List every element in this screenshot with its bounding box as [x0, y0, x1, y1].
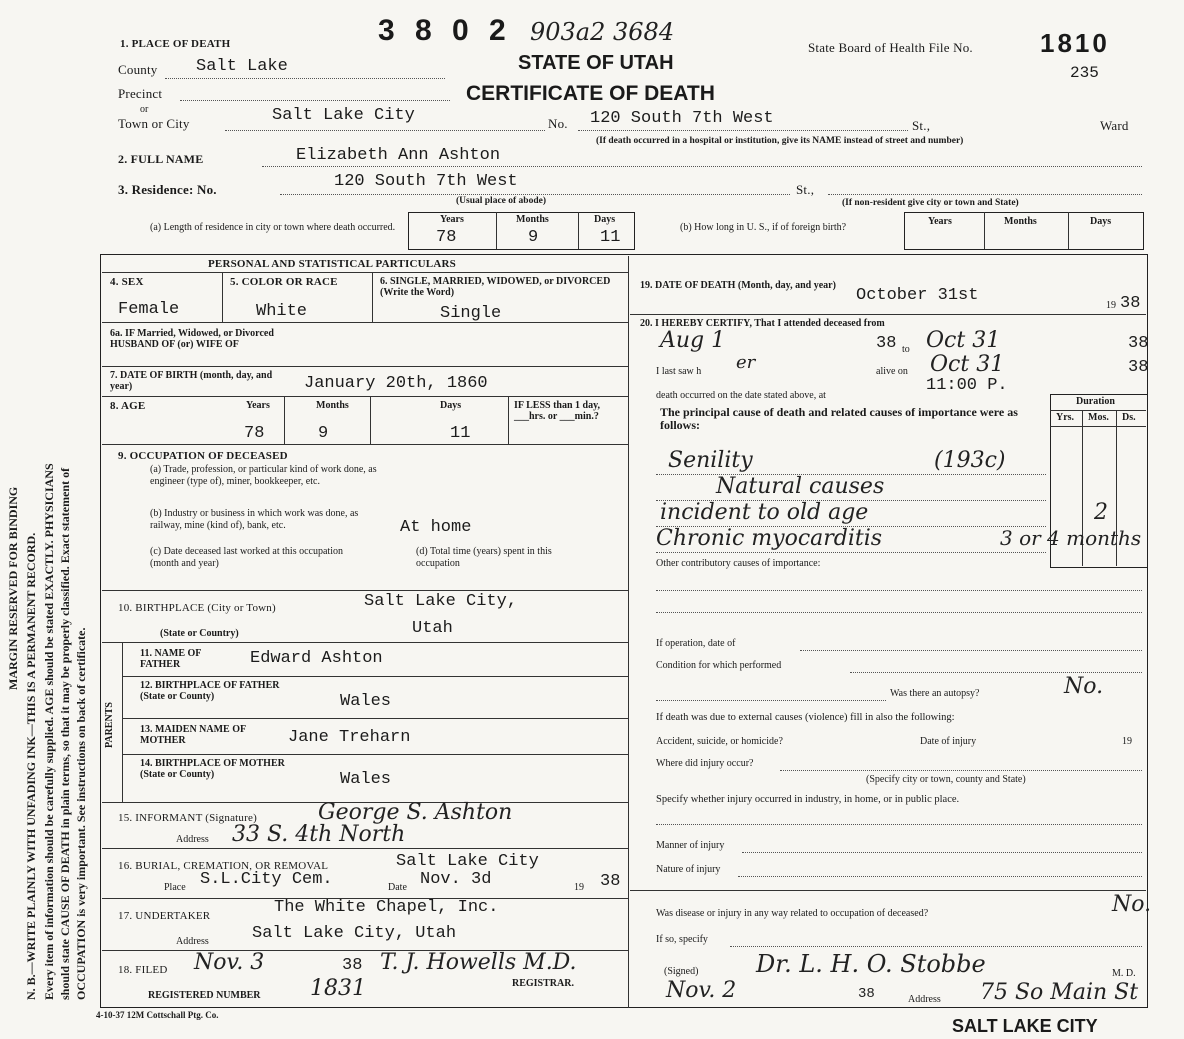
cause-2: Natural causes [716, 474, 885, 499]
full-name-value: Elizabeth Ann Ashton [296, 146, 501, 165]
parents-side-label: PARENTS [104, 702, 115, 748]
usual-abode-note: (Usual place of abode) [456, 196, 546, 206]
duration-yrs: Yrs. [1056, 412, 1075, 423]
county-value: Salt Lake [196, 57, 288, 76]
manner-label: Manner of injury [656, 840, 725, 851]
res-days-header: Days [594, 214, 616, 225]
filed-year: 38 [342, 956, 363, 975]
burial-date-label: Date [388, 882, 407, 893]
full-name-label: 2. FULL NAME [118, 152, 204, 166]
age-days-header: Days [440, 400, 462, 411]
autopsy-value: No. [1064, 674, 1104, 699]
accident-label: Accident, suicide, or homicide? [656, 736, 783, 747]
res-months-value: 9 [528, 228, 539, 247]
burial-value: Salt Lake City [396, 852, 539, 871]
file-number: 1810 [1040, 28, 1110, 58]
physician-address: 75 So Main St [980, 980, 1139, 1005]
mother-label: 13. MAIDEN NAME OF MOTHER [140, 724, 246, 746]
county-label: County [118, 62, 158, 77]
cause-4: Chronic myocarditis [656, 526, 883, 551]
mother-birthplace-value: Wales [340, 770, 392, 789]
age-days-value: 11 [450, 424, 471, 443]
margin-binding-text: MARGIN RESERVED FOR BINDING [6, 486, 20, 690]
signed-label: (Signed) [664, 966, 699, 977]
attended-to: Oct 31 [926, 328, 1001, 353]
undertaker-address-label: Address [176, 936, 209, 947]
sex-value: Female [118, 300, 180, 319]
cause-1-code: (193c) [934, 448, 1006, 473]
physician-signature: Dr. L. H. O. Stobbe [756, 950, 986, 978]
death-year-value: 38 [1120, 294, 1141, 313]
age-label: 8. AGE [110, 400, 146, 412]
occurred-label: death occurred on the date stated above, at [656, 390, 826, 401]
hospital-note: (If death occurred in a hospital or institution, give its NAME instead of street and number) [596, 136, 964, 146]
death-address: 120 South 7th West [590, 109, 774, 128]
specify-where-label: Specify whether injury occurred in industry, in home, or in public place. [656, 794, 960, 805]
ward-label: Ward [1100, 118, 1129, 133]
marital-value: Single [440, 304, 502, 323]
duration-ds: Ds. [1122, 412, 1136, 423]
operation-label: If operation, date of [656, 638, 736, 649]
attended-from-year: 38 [876, 334, 897, 353]
father-value: Edward Ashton [250, 649, 383, 668]
margin-instruction-1: Every item of information should be carefully supplied. AGE should be stated EXACTLY. PHYSICIANS [42, 463, 56, 1000]
undertaker-label: 17. UNDERTAKER [118, 910, 211, 922]
spouse-label: 6a. IF Married, Widowed, or Divorced HUSBAND OF (or) WIFE OF [110, 328, 274, 350]
father-birthplace-value: Wales [340, 692, 392, 711]
sex-label: 4. SEX [110, 276, 144, 288]
margin-instruction-2: should state CAUSE OF DEATH in plain terms, so that it may be properly classified. Exact statement of [58, 467, 72, 1000]
occ-related-label: Was disease or injury in any way related to occupation of deceased? [656, 908, 929, 919]
occ-related-value: No. [1112, 892, 1152, 917]
injury-year-prefix: 19 [1122, 736, 1132, 747]
physician-address-label: Address [908, 994, 941, 1005]
alive-date: Oct 31 [930, 352, 1005, 377]
duration-header: Duration [1076, 396, 1115, 407]
last-saw-value: er [736, 352, 756, 373]
birthplace-label: 10. BIRTHPLACE (City or Town) [118, 602, 276, 614]
signed-year: 38 [858, 986, 875, 1002]
file-number-label: State Board of Health File No. [808, 40, 973, 55]
city-stamp: SALT LAKE CITY [952, 1016, 1098, 1036]
burial-date-value: Nov. 3d [420, 870, 492, 889]
attended-from: Aug 1 [660, 328, 726, 353]
serial-number: 3 8 0 2 [378, 14, 512, 47]
undertaker-address: Salt Lake City, Utah [252, 924, 457, 943]
father-birthplace-label: 12. BIRTHPLACE OF FATHER (State or County) [140, 680, 280, 702]
where-label: Where did injury occur? [656, 758, 754, 769]
dob-value: January 20th, 1860 [304, 374, 488, 393]
foreign-months-header: Months [1004, 216, 1037, 227]
alive-year: 38 [1128, 358, 1149, 377]
specify-city-label: (Specify city or town, county and State) [866, 774, 1026, 785]
town-value: Salt Lake City [272, 106, 415, 125]
nonresident-note: (If non-resident give city or town and State) [842, 198, 1019, 208]
place-of-death-label: 1. PLACE OF DEATH [120, 38, 231, 50]
informant-label: 15. INFORMANT (Signature) [118, 812, 257, 824]
residence-st-label: St., [796, 182, 815, 197]
mother-value: Jane Treharn [288, 728, 411, 747]
alive-on-label: alive on [876, 366, 908, 377]
birthplace-state-label: (State or Country) [160, 628, 239, 639]
burial-place-label: Place [164, 882, 186, 893]
registrar-signature: T. J. Howells M.D. [380, 950, 577, 975]
state-title: STATE OF UTAH [518, 52, 674, 74]
cause-3: incident to old age [660, 500, 869, 525]
foreign-days-header: Days [1090, 216, 1112, 227]
burial-year-prefix: 19 [574, 882, 584, 893]
residence-label: 3. Residence: No. [118, 182, 217, 197]
file-number-sub: 235 [1070, 64, 1099, 82]
res-years-header: Years [440, 214, 464, 225]
death-date-label: 19. DATE OF DEATH (Month, day, and year) [640, 280, 836, 291]
injury-date-label: Date of injury [920, 736, 977, 747]
contributory-label: Other contributory causes of importance: [656, 558, 821, 569]
age-years-header: Years [246, 400, 270, 411]
birthplace-city: Salt Lake City, [364, 592, 518, 611]
handwritten-numbers: 903a2 3684 [530, 18, 675, 46]
death-time: 11:00 P. [926, 376, 1008, 395]
md-label: M. D. [1112, 968, 1136, 979]
burial-label: 16. BURIAL, CREMATION, OR REMOVAL [118, 860, 329, 872]
death-year-prefix: 19 [1106, 300, 1116, 311]
margin-instruction-3: OCCUPATION is very important. See instructions on back of certificate. [74, 627, 88, 1000]
burial-year: 38 [600, 872, 621, 891]
autopsy-label: Was there an autopsy? [890, 688, 980, 699]
informant-address: 33 S. 4th North [232, 822, 406, 847]
attended-to-year: 38 [1128, 334, 1149, 353]
certify-label: 20. I HEREBY CERTIFY, That I attended deceased from [640, 318, 885, 329]
registered-number-label: REGISTERED NUMBER [148, 990, 261, 1001]
occupation-d-label: (d) Total time (years) spent in this occupation [416, 546, 552, 569]
occupation-b-label: (b) Industry or business in which work was done, as railway, mine (kind of), bank, etc. [150, 508, 359, 531]
street-no-label: No. [548, 116, 568, 131]
filed-label: 18. FILED [118, 964, 168, 976]
age-months-value: 9 [318, 424, 329, 443]
foreign-birth-label: (b) How long in U. S., if of foreign birth? [680, 222, 847, 233]
birthplace-state: Utah [412, 619, 453, 638]
printer-line: 4-10-37 12M Cottschall Ptg. Co. [96, 1010, 219, 1020]
occupation-a-label: (a) Trade, profession, or particular kind of work done, as engineer (type of), miner, bookkeeper, etc. [150, 464, 377, 487]
residence-value: 120 South 7th West [334, 172, 518, 191]
margin-ink-notice: N. B.—WRITE PLAINLY WITH UNFADING INK—THIS IS A PERMANENT RECORD. [24, 532, 38, 1000]
personal-heading: PERSONAL AND STATISTICAL PARTICULARS [208, 258, 456, 270]
registrar-label: REGISTRAR. [512, 978, 574, 989]
duration-mos: Mos. [1088, 412, 1109, 423]
less-than-day-label: IF LESS than 1 day, ___hrs. or ___min.? [514, 400, 601, 422]
informant-address-label: Address [176, 834, 209, 845]
filed-date: Nov. 3 [194, 950, 265, 975]
occupation-b-value: At home [400, 518, 472, 537]
res-days-value: 11 [600, 228, 621, 247]
father-label: 11. NAME OF FATHER [140, 648, 202, 670]
cause-1: Senility [668, 448, 753, 473]
nature-label: Nature of injury [656, 864, 721, 875]
undertaker-value: The White Chapel, Inc. [274, 898, 499, 917]
registered-number: 1831 [310, 976, 366, 1001]
residence-length-label: (a) Length of residence in city or town where death occurred. [150, 222, 396, 233]
informant-signature: George S. Ashton [318, 800, 513, 825]
cause-4-duration: 3 or 4 months [1000, 526, 1142, 550]
attended-to-label: to [902, 344, 910, 355]
dob-label: 7. DATE OF BIRTH (month, day, and year) [110, 370, 273, 392]
cause-label: The principal cause of death and related causes of importance were as follows: [660, 405, 1018, 432]
external-label: If death was due to external causes (violence) fill in also the following: [656, 712, 955, 723]
color-value: White [256, 302, 308, 321]
death-date-value: October 31st [856, 286, 979, 305]
condition-label: Condition for which performed [656, 660, 782, 671]
signed-date: Nov. 2 [666, 978, 737, 1003]
if-so-label: If so, specify [656, 934, 708, 945]
color-label: 5. COLOR OR RACE [230, 276, 338, 288]
last-saw-label: I last saw h [656, 366, 702, 377]
burial-place-value: S.L.City Cem. [200, 870, 333, 889]
or-label: or [140, 104, 149, 115]
age-years-value: 78 [244, 424, 265, 443]
mother-birthplace-label: 14. BIRTHPLACE OF MOTHER (State or County) [140, 758, 285, 780]
town-label: Town or City [118, 116, 190, 131]
foreign-years-header: Years [928, 216, 952, 227]
occupation-label: 9. OCCUPATION OF DECEASED [118, 450, 288, 462]
certificate-title: CERTIFICATE OF DEATH [466, 82, 715, 105]
street-label: St., [912, 118, 931, 133]
marital-label: 6. SINGLE, MARRIED, WIDOWED, or DIVORCED (Write the Word) [380, 276, 611, 298]
precinct-label: Precinct [118, 86, 163, 101]
occupation-c-label: (c) Date deceased last worked at this occupation (month and year) [150, 546, 343, 569]
res-months-header: Months [516, 214, 549, 225]
res-years-value: 78 [436, 228, 457, 247]
cause-3-duration: 2 [1094, 500, 1108, 525]
age-months-header: Months [316, 400, 349, 411]
